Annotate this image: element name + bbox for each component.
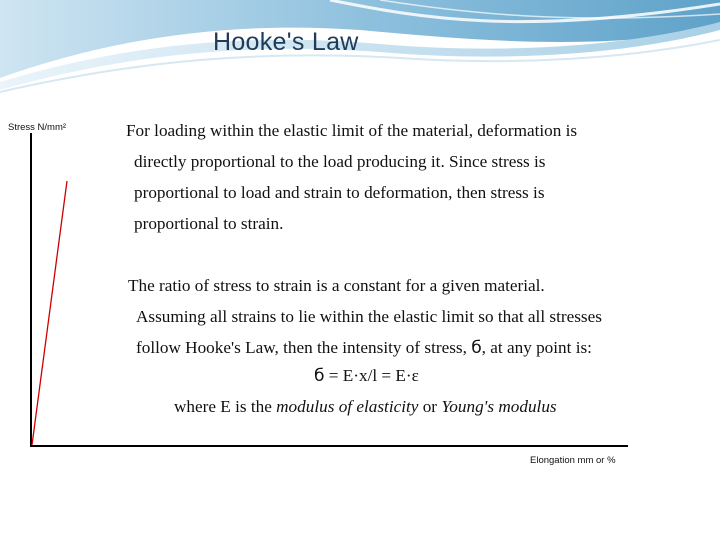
p2-line1: The ratio of stress to strain is a constant for a given material.: [128, 276, 545, 295]
p2-line3-prefix: follow Hooke's Law, then the intensity of stress,: [136, 338, 472, 357]
p1-line1: For loading within the elastic limit of the material, deformation is: [126, 121, 578, 140]
formula-expression: = E·x/l = E·ε: [324, 366, 419, 385]
paragraph-proportionality: [126, 115, 686, 239]
where-middle: or: [418, 397, 442, 416]
y-axis-label: Stress N/mm²: [8, 122, 67, 133]
slide-title: Hooke's Law: [213, 28, 359, 56]
where-prefix: where E is the: [174, 397, 277, 416]
term-modulus-of-elasticity: modulus of elasticity: [276, 397, 419, 416]
p1-line2: directly proportional to the load producing it. Since stress is: [134, 152, 546, 171]
term-youngs-modulus: Young's modulus: [441, 397, 557, 416]
hooke-formula: [314, 366, 419, 386]
paragraph-ratio: [128, 270, 688, 364]
stress-symbol: б: [471, 338, 482, 358]
where-line: [174, 397, 557, 417]
p2-line3-suffix: , at any point is:: [481, 338, 592, 357]
hooke-line: [32, 181, 67, 445]
p1-line3: proportional to load and strain to deformation, then stress is: [134, 183, 545, 202]
p2-line2: Assuming all strains to lie within the elastic limit so that all stresses: [136, 307, 602, 326]
p1-line4: proportional to strain.: [134, 214, 284, 233]
x-axis-label: Elongation mm or %: [530, 455, 616, 466]
p2-line3: [128, 332, 688, 364]
formula-stress-symbol: б: [314, 366, 325, 386]
